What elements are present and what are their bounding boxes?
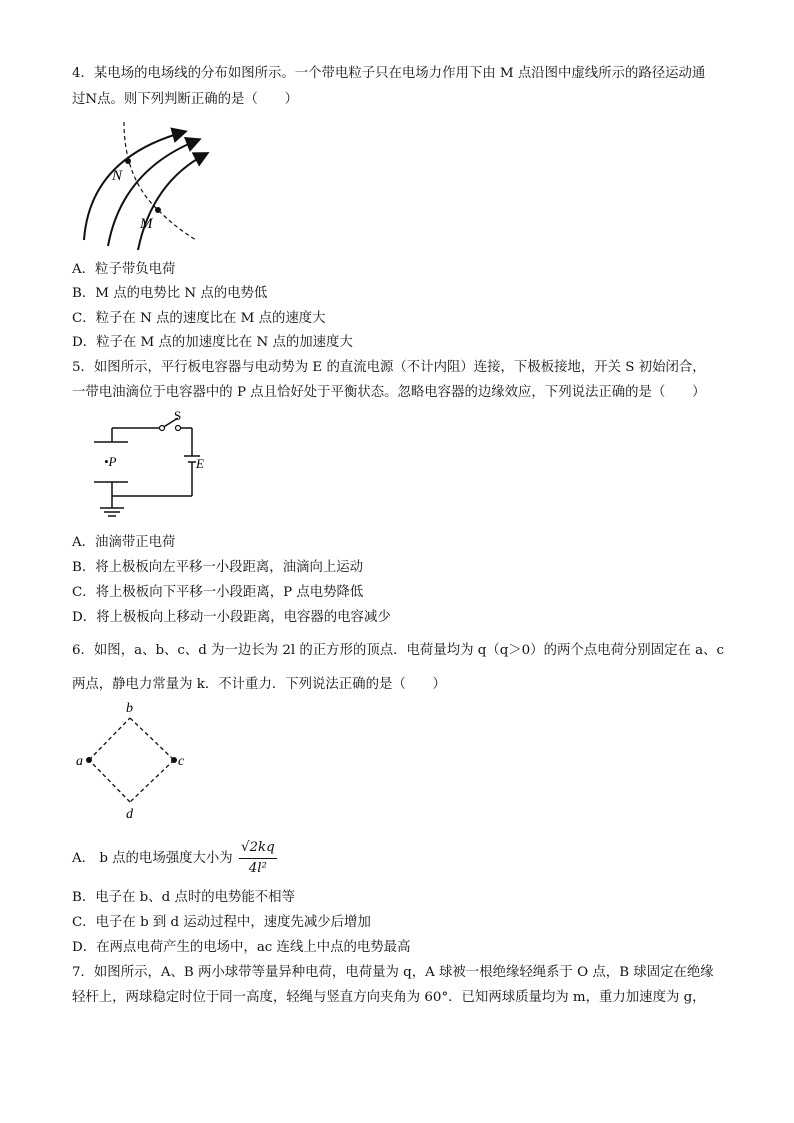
label-c: c bbox=[178, 754, 185, 769]
q6-option-c[interactable]: C．电子在 b 到 d 运动过程中，速度先减少后增加 bbox=[72, 915, 371, 930]
field-line-2 bbox=[108, 140, 198, 246]
q4-stem-line2: 过N点。则下列判断正确的是（ ） bbox=[72, 92, 298, 107]
q6-option-a[interactable] bbox=[72, 838, 277, 879]
q4-option-d[interactable]: D．粒子在 M 点的加速度比在 N 点的加速度大 bbox=[72, 335, 353, 350]
label-n: N bbox=[112, 168, 123, 184]
label-a: a bbox=[76, 754, 83, 769]
q4-stem-line1: 4．某电场的电场线的分布如图所示。一个带电粒子只在电场力作用下由 M 点沿图中虚线所示的路径运动通 bbox=[72, 66, 706, 81]
label-b: b bbox=[126, 701, 133, 716]
point-n bbox=[125, 158, 131, 164]
q7-stem-line1: 7．如图所示，A、B 两小球带等量异种电荷，电荷量为 q，A 球被一根绝缘轻绳系于 O 点，B 球固定在绝缘 bbox=[72, 965, 714, 980]
q5-option-b[interactable]: B．将上极板向左平移一小段距离，油滴向上运动 bbox=[72, 560, 364, 575]
q5-option-d[interactable]: D．将上极板向上移动一小段距离，电容器的电容减少 bbox=[72, 610, 391, 625]
q4-field-line-figure bbox=[72, 118, 222, 253]
q5-capacitor-circuit-figure bbox=[84, 410, 214, 525]
charge-a bbox=[86, 757, 92, 763]
q4-option-c[interactable]: C．粒子在 N 点的速度比在 M 点的速度大 bbox=[72, 311, 326, 326]
field-line-3 bbox=[138, 154, 206, 250]
q6-option-a-text: A． b 点的电场强度大小为 bbox=[72, 851, 233, 866]
point-m bbox=[155, 207, 161, 213]
label-p: •P bbox=[104, 454, 117, 469]
q6-option-b[interactable]: B．电子在 b、d 点时的电势能不相等 bbox=[72, 890, 295, 905]
fraction-numerator: √2kq bbox=[239, 838, 277, 859]
q6-stem-line2: 两点，静电力常量为 k．不计重力．下列说法正确的是（ ） bbox=[72, 677, 446, 692]
q5-option-a[interactable]: A．油滴带正电荷 bbox=[72, 535, 176, 550]
q6-square-figure bbox=[72, 700, 192, 822]
label-m: M bbox=[140, 216, 153, 232]
fraction-denominator: 4l² bbox=[248, 861, 267, 876]
label-e: E bbox=[196, 456, 204, 471]
q4-option-b[interactable]: B．M 点的电势比 N 点的电势低 bbox=[72, 286, 268, 301]
q5-stem-line1: 5．如图所示，平行板电容器与电动势为 E 的直流电源（不计内阻）连接，下极板接地，开关 S 初始闭合， bbox=[72, 360, 706, 375]
q7-stem-line2: 轻杆上，两球稳定时位于同一高度，轻绳与竖直方向夹角为 60°．已知两球质量均为 m，重力加速度为 g， bbox=[72, 990, 706, 1005]
charge-c bbox=[171, 757, 177, 763]
label-d: d bbox=[126, 807, 133, 822]
label-s: S bbox=[174, 410, 182, 423]
q4-option-a[interactable]: A．粒子带负电荷 bbox=[72, 262, 176, 277]
q5-stem-line2: 一带电油滴位于电容器中的 P 点且恰好处于平衡状态。忽略电容器的边缘效应，下列说法正确的是（ ） bbox=[72, 385, 706, 400]
q6-stem-line1: 6．如图，a、b、c、d 为一边长为 2l 的正方形的顶点．电荷量均为 q（q＞0）的两个点电荷分别固定在 a、c bbox=[72, 643, 724, 658]
q5-option-c[interactable]: C．将上极板向下平移一小段距离，P 点电势降低 bbox=[72, 585, 364, 600]
q6-option-d[interactable]: D．在两点电荷产生的电场中，ac 连线上中点的电势最高 bbox=[72, 940, 411, 955]
q6-option-a-fraction bbox=[239, 838, 277, 879]
